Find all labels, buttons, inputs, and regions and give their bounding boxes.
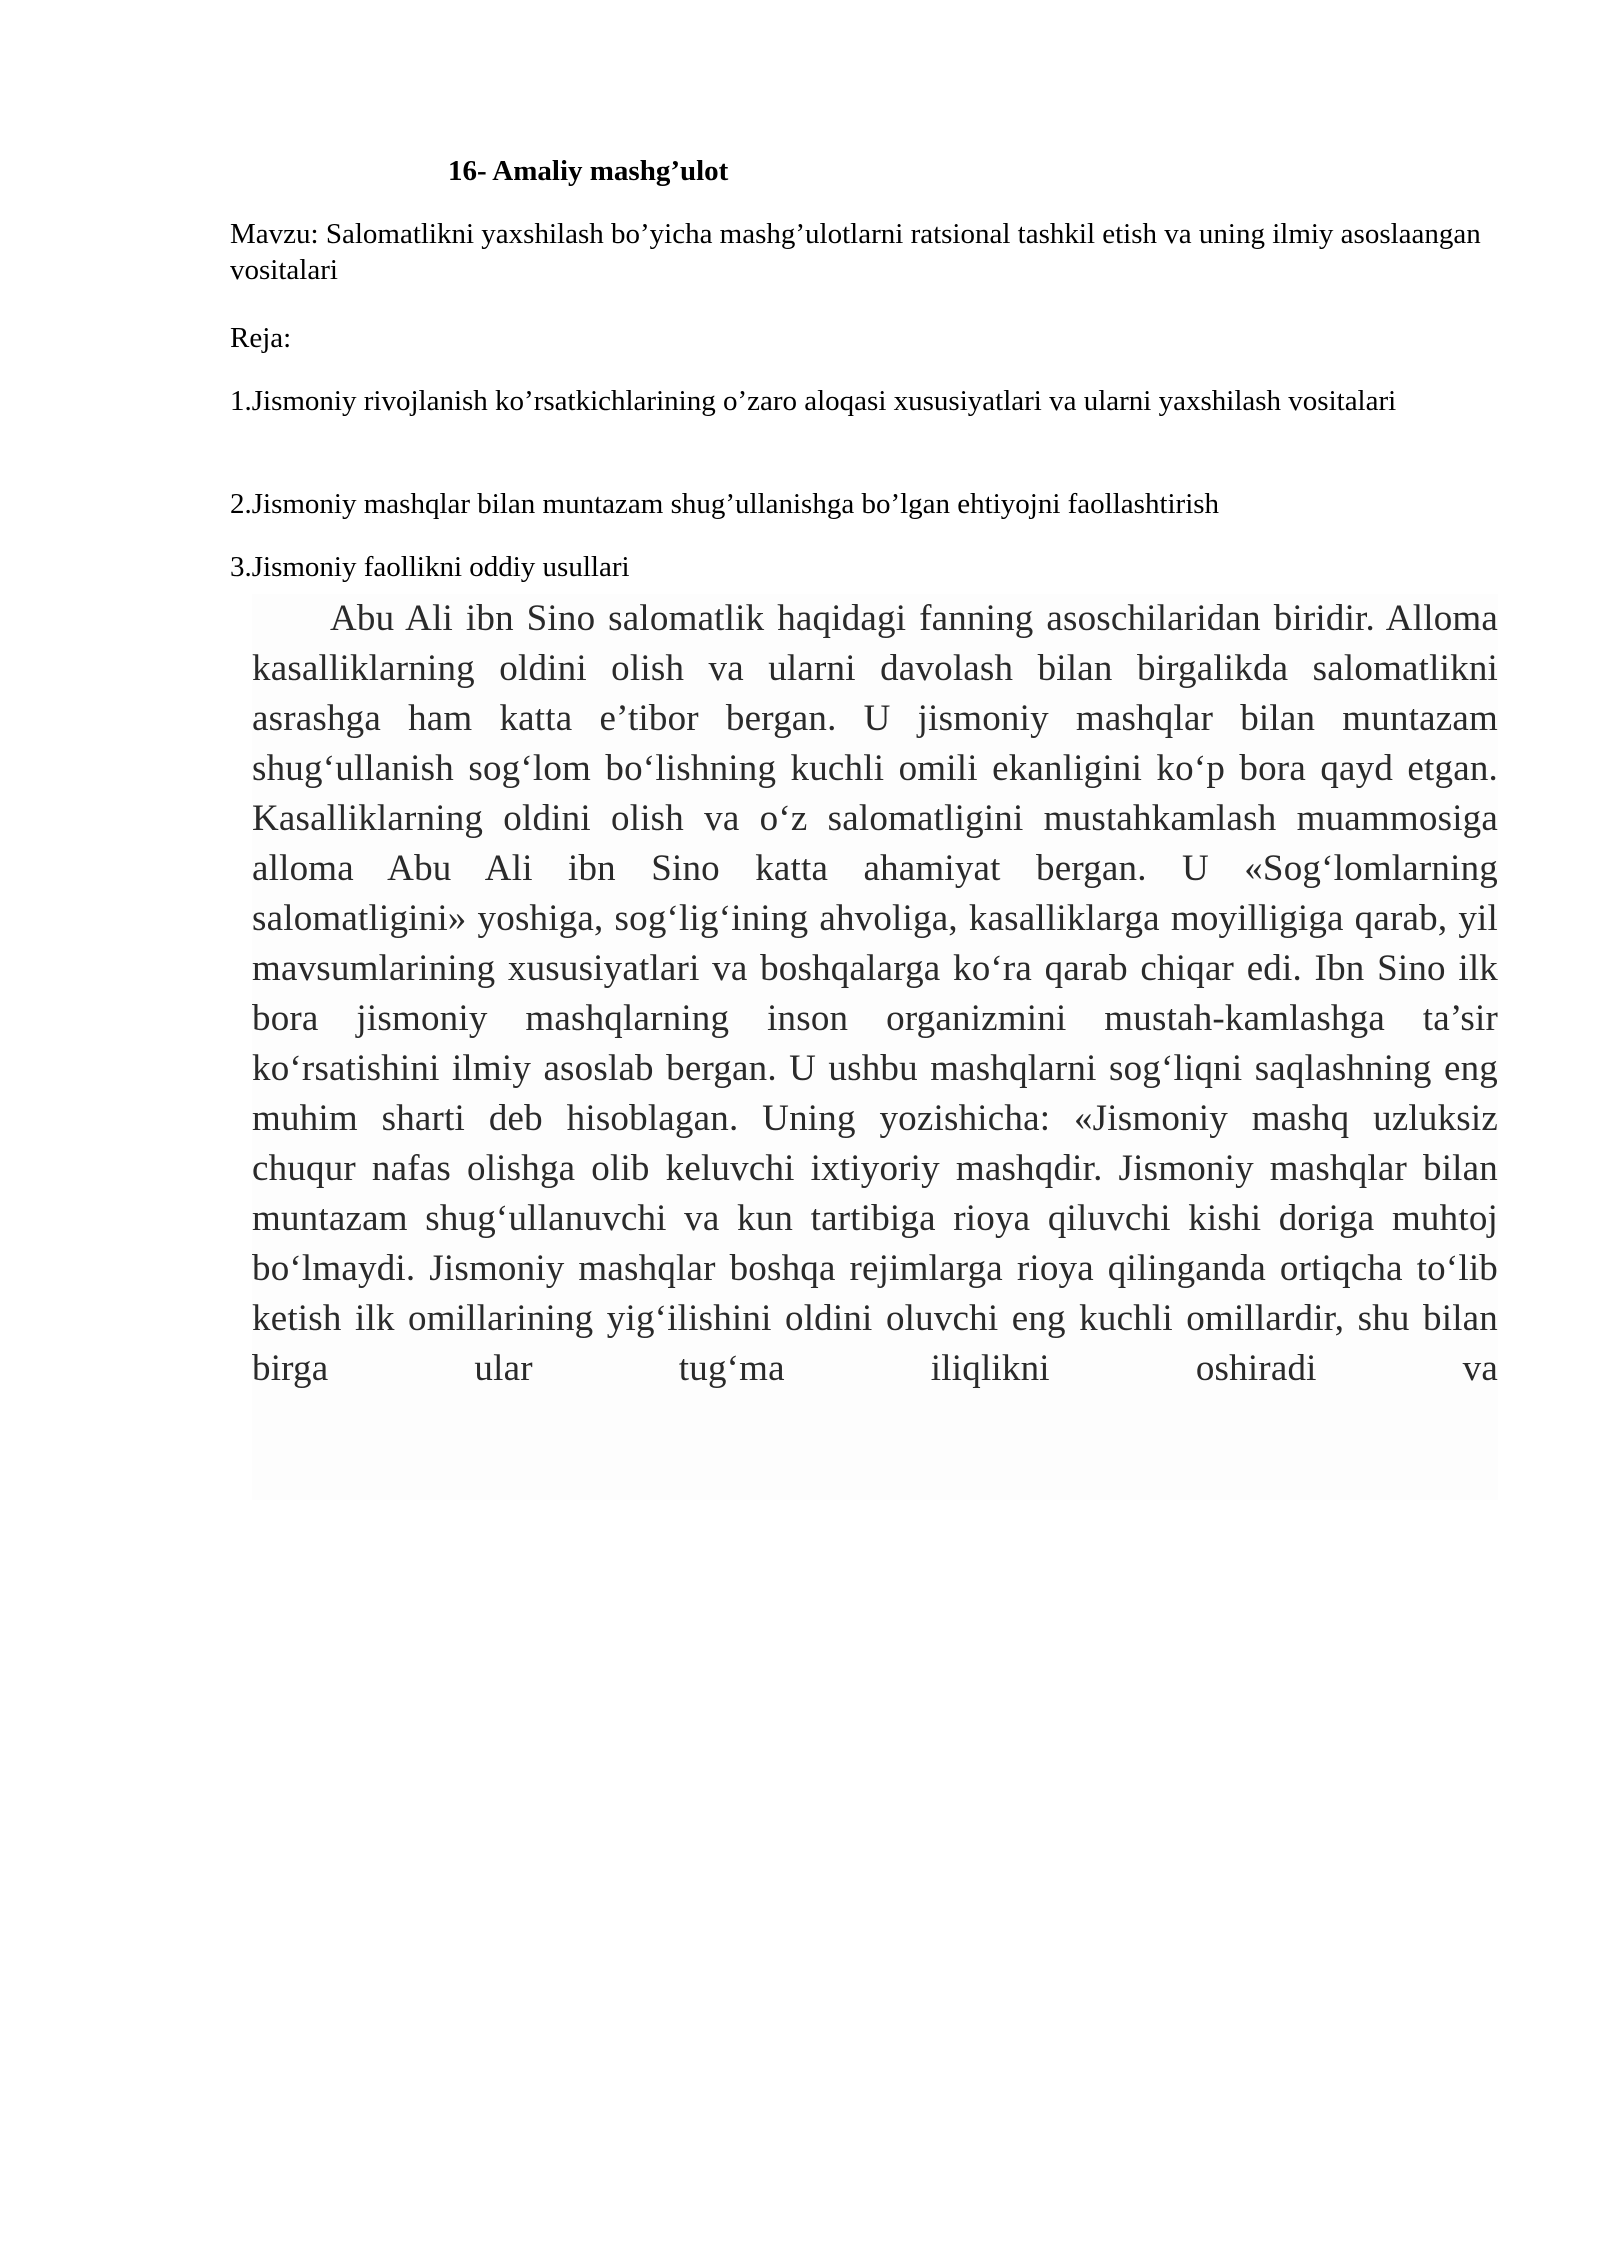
scanned-paragraph: Abu Ali ibn Sino salomatlik haqidagi fanning asoschilaridan biridir. Alloma kasalliklarning oldini olish va ularni davolash bilan birgalikda salomatlikni asrashga ham katta e’tibor bergan. U jismoniy mashqlar bilan muntazam shug‘ullanish sog‘lom bo‘lishning kuchli omili ekanligini ko‘p bora qayd etgan. Kasalliklarning oldini olish va o‘z salomatligini mustahkamlash muammosiga alloma Abu Ali ibn Sino katta ahamiyat bergan. U «Sog‘lomlarning salomatligini» yoshiga, sog‘lig‘ining ahvoliga, kasalliklarga moyilligiga qarab, yil mavsumlarining xususiyatlari va boshqalarga ko‘ra qarab chiqar edi. Ibn Sino ilk bora jismoniy mashqlarning inson organizmini mustah-kamlashga ta’sir ko‘rsatishini ilmiy asoslab bergan. U ushbu mashqlarni sog‘liqni saqlashning eng muhim sharti deb hisoblagan. Uning yozishicha: «Jismoniy mashq uzluksiz chuqur nafas olishga olib keluvchi ixtiyoriy mashqdir. Jismoniy mashqlar bilan muntazam shug‘ullanuvchi va kun tartibiga rioya qiluvchi kishi doriga muhtoj bo‘lmaydi. Jismoniy mashqlar boshqa rejimlarga rioya qilinganda ortiqcha to‘lib ketish ilk omillarining yig‘ilishini oldini oluvchi eng kuchli omillardir, shu bilan birga ular tug‘ma iliqlikni oshiradi va — [252, 598, 1498, 1389]
plan-item: 3.Jismoniy faollikni oddiy usullari — [230, 551, 630, 583]
plan-item: 2.Jismoniy mashqlar bilan muntazam shug’ullanishga bo’lgan ehtiyojni faollashtirish — [230, 488, 1220, 520]
plan-item: 1.Jismoniy rivojlanish ko’rsatkichlarining o’zaro aloqasi xususiyatlari va ularni yaxshilash vositalari — [230, 385, 1397, 417]
page-title: 16- Amaliy mashg’ulot — [448, 155, 729, 187]
topic-paragraph: Mavzu: Salomatlikni yaxshilash bo’yicha mashg’ulotlarni ratsional tashkil etish va uning ilmiy asoslaangan vositalari — [230, 218, 1481, 286]
plan-heading: Reja: — [230, 322, 292, 354]
scanned-text-image — [252, 594, 1498, 1500]
